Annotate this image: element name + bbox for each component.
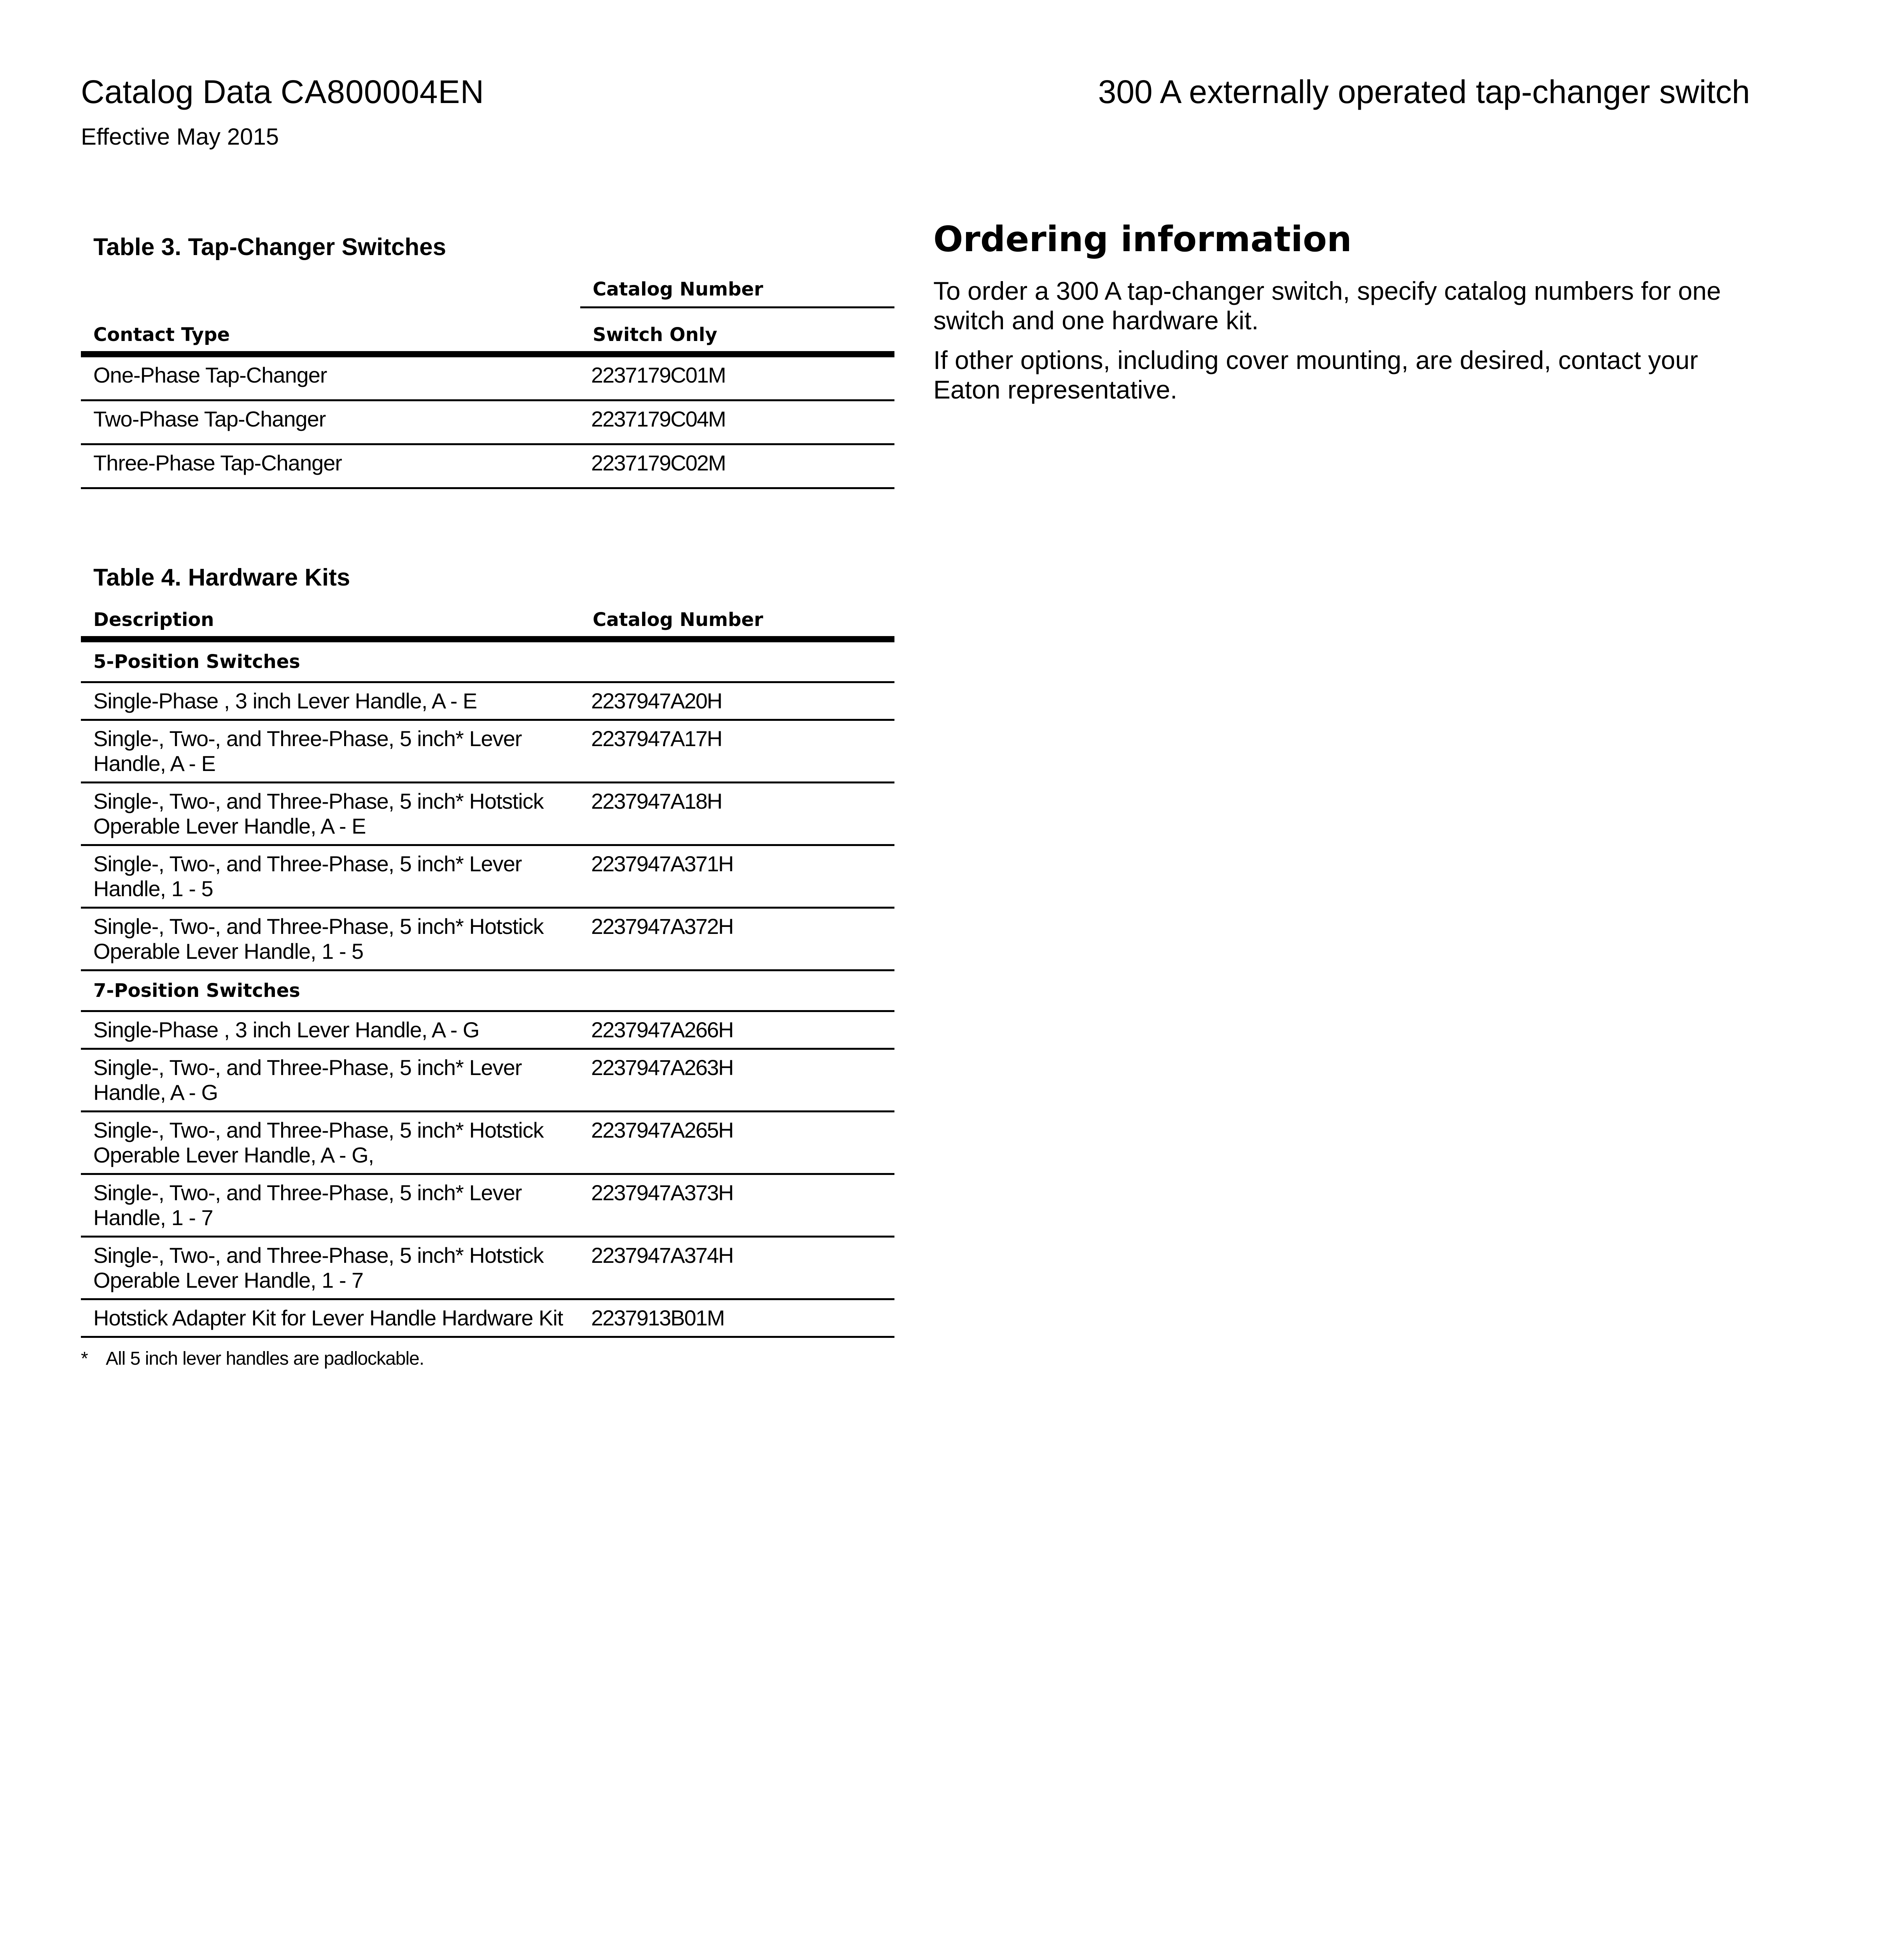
table-row <box>81 783 894 845</box>
table-footnote <box>81 1346 894 1371</box>
cell-description: Two-Phase Tap-Changer <box>81 400 580 444</box>
cell-description: Single-, Two-, and Three-Phase, 5 inch* Lever Handle, 1 - 7 <box>81 1174 580 1237</box>
header-catalog-number: Catalog Number <box>580 593 894 639</box>
footnote-mark: * <box>81 1348 88 1369</box>
cell-catalog-number: 2237947A373H <box>580 1174 894 1237</box>
cell-description: Three-Phase Tap-Changer <box>81 444 580 488</box>
cell-catalog-number: 2237947A371H <box>580 845 894 908</box>
catalog-title <box>81 72 484 111</box>
header-description: Description <box>81 593 580 639</box>
cell-catalog-number: 2237179C02M <box>580 444 894 488</box>
cell-description: Single-, Two-, and Three-Phase, 5 inch* Lever Handle, A - E <box>81 720 580 783</box>
table-row <box>81 1299 894 1337</box>
ordering-information <box>933 216 1750 404</box>
footnote-text: All 5 inch lever handles are padlockable. <box>106 1348 424 1369</box>
effective-date: Effective May 2015 <box>81 124 279 150</box>
table-row <box>81 908 894 970</box>
cell-description: Single-, Two-, and Three-Phase, 5 inch* Lever Handle, A - G <box>81 1049 580 1112</box>
table-row <box>81 1011 894 1049</box>
table-row <box>81 682 894 720</box>
header-empty <box>81 263 580 308</box>
table-row <box>81 1112 894 1174</box>
table-title: Table 3. Tap-Changer Switches <box>93 234 446 260</box>
cell-description: Single-, Two-, and Three-Phase, 5 inch* Lever Handle, 1 - 5 <box>81 845 580 908</box>
data-table <box>81 263 894 489</box>
cell-catalog-number: 2237913B01M <box>580 1299 894 1337</box>
header-switch-only: Switch Only <box>580 308 894 355</box>
table-tap-changer-switches <box>81 232 894 489</box>
table-title: Table 4. Hardware Kits <box>93 564 350 591</box>
table-row <box>81 1237 894 1299</box>
cell-description: Single-Phase , 3 inch Lever Handle, A - G <box>81 1011 580 1049</box>
cell-catalog-number: 2237947A263H <box>580 1049 894 1112</box>
section-row-5-position <box>81 639 894 682</box>
cell-catalog-number: 2237947A18H <box>580 783 894 845</box>
table-hardware-kits <box>81 562 894 1371</box>
cell-description: Single-, Two-, and Three-Phase, 5 inch* Hotstick Operable Lever Handle, 1 - 5 <box>81 908 580 970</box>
data-table <box>81 593 894 1338</box>
ordering-paragraph: If other options, including cover mounting, are desired, contact your Eaton representative. <box>933 346 1698 404</box>
section-row-7-position <box>81 970 894 1011</box>
catalog-label: Catalog Data <box>81 73 272 110</box>
cell-catalog-number: 2237947A374H <box>580 1237 894 1299</box>
table-row <box>81 400 894 444</box>
table-row <box>81 845 894 908</box>
ordering-paragraph: To order a 300 A tap-changer switch, specify catalog numbers for one switch and one hardware kit. <box>933 276 1721 335</box>
cell-description: Single-Phase , 3 inch Lever Handle, A - E <box>81 682 580 720</box>
section-label: 7-Position Switches <box>81 970 894 1011</box>
cell-catalog-number: 2237947A20H <box>580 682 894 720</box>
table-row <box>81 1174 894 1237</box>
cell-catalog-number: 2237947A372H <box>580 908 894 970</box>
cell-catalog-number: 2237947A265H <box>580 1112 894 1174</box>
table-row <box>81 444 894 488</box>
cell-description: Hotstick Adapter Kit for Lever Handle Hardware Kit <box>81 1299 580 1337</box>
cell-description: Single-, Two-, and Three-Phase, 5 inch* Hotstick Operable Lever Handle, A - G, <box>81 1112 580 1174</box>
table-row <box>81 720 894 783</box>
section-label: 5-Position Switches <box>81 639 894 682</box>
header-group-catalog-number: Catalog Number <box>580 263 894 308</box>
table-row <box>81 354 894 400</box>
header-contact-type: Contact Type <box>81 308 580 355</box>
cell-description: Single-, Two-, and Three-Phase, 5 inch* Hotstick Operable Lever Handle, 1 - 7 <box>81 1237 580 1299</box>
catalog-id: CA800004EN <box>280 73 485 110</box>
cell-description: One-Phase Tap-Changer <box>81 354 580 400</box>
section-heading: Ordering information <box>933 219 1352 260</box>
cell-catalog-number: 2237947A266H <box>580 1011 894 1049</box>
product-title: 300 A externally operated tap-changer switch <box>1098 73 1750 110</box>
cell-catalog-number: 2237179C04M <box>580 400 894 444</box>
cell-description: Single-, Two-, and Three-Phase, 5 inch* Hotstick Operable Lever Handle, A - E <box>81 783 580 845</box>
cell-catalog-number: 2237947A17H <box>580 720 894 783</box>
cell-catalog-number: 2237179C01M <box>580 354 894 400</box>
table-row <box>81 1049 894 1112</box>
